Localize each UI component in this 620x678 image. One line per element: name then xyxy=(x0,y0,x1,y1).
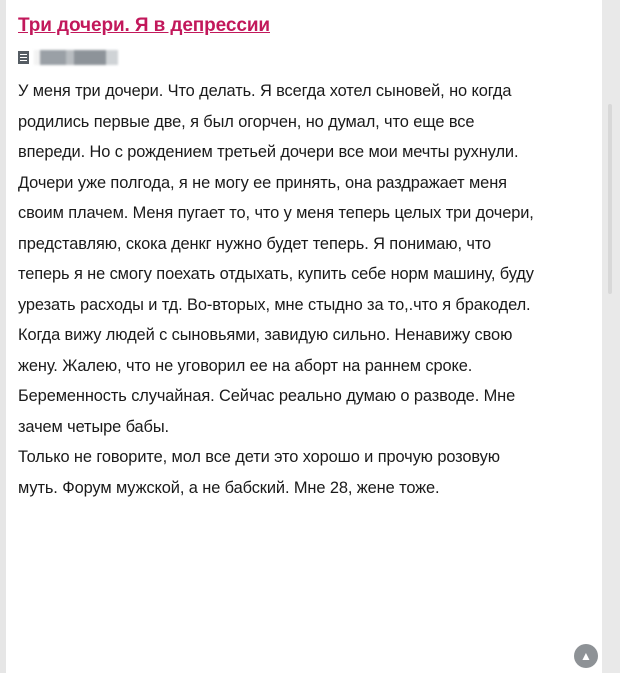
bottom-page-edge xyxy=(0,673,620,678)
post-author-row xyxy=(18,48,588,66)
scroll-to-top-button[interactable]: ▲ xyxy=(574,644,598,668)
post-paragraph: Только не говорите, мол все дети это хорошо и прочую розовую муть. Форум мужской, а не бабский. Мне 28, жене тоже. xyxy=(18,448,500,497)
post-title-link[interactable]: Три дочери. Я в депрессии xyxy=(18,15,270,36)
author-name-redacted xyxy=(34,50,118,65)
post-container xyxy=(6,0,602,678)
post-paragraph: У меня три дочери. Что делать. Я всегда хотел сыновей, но когда родились первые две, я был огорчен, но думал, что еще все впереди. Но с рождением третьей дочери все мои мечты рухнули. Дочери уже полгода, я не могу ее принять, она раздражает меня своим плачем. Меня пугает то, что у меня теперь целых три дочери, представляю, скока денкг нужно будет теперь. Я понимаю, что теперь я не смогу поехать отдыхать, купить себе норм машину, буду урезать расходы и тд. Во-вторых, мне стыдно за то,.что я бракодел. Когда вижу людей с сыновьями, завидую сильно. Ненавижу свою жену. Жалею, что не уговорил ее на аборт на раннем сроке. Беременность случайная. Сейчас реально думаю о разводе. Мне зачем четыре бабы. xyxy=(18,82,534,436)
scrollbar-thumb[interactable] xyxy=(608,104,612,294)
post-body xyxy=(18,76,538,503)
user-badge-icon xyxy=(18,51,29,64)
